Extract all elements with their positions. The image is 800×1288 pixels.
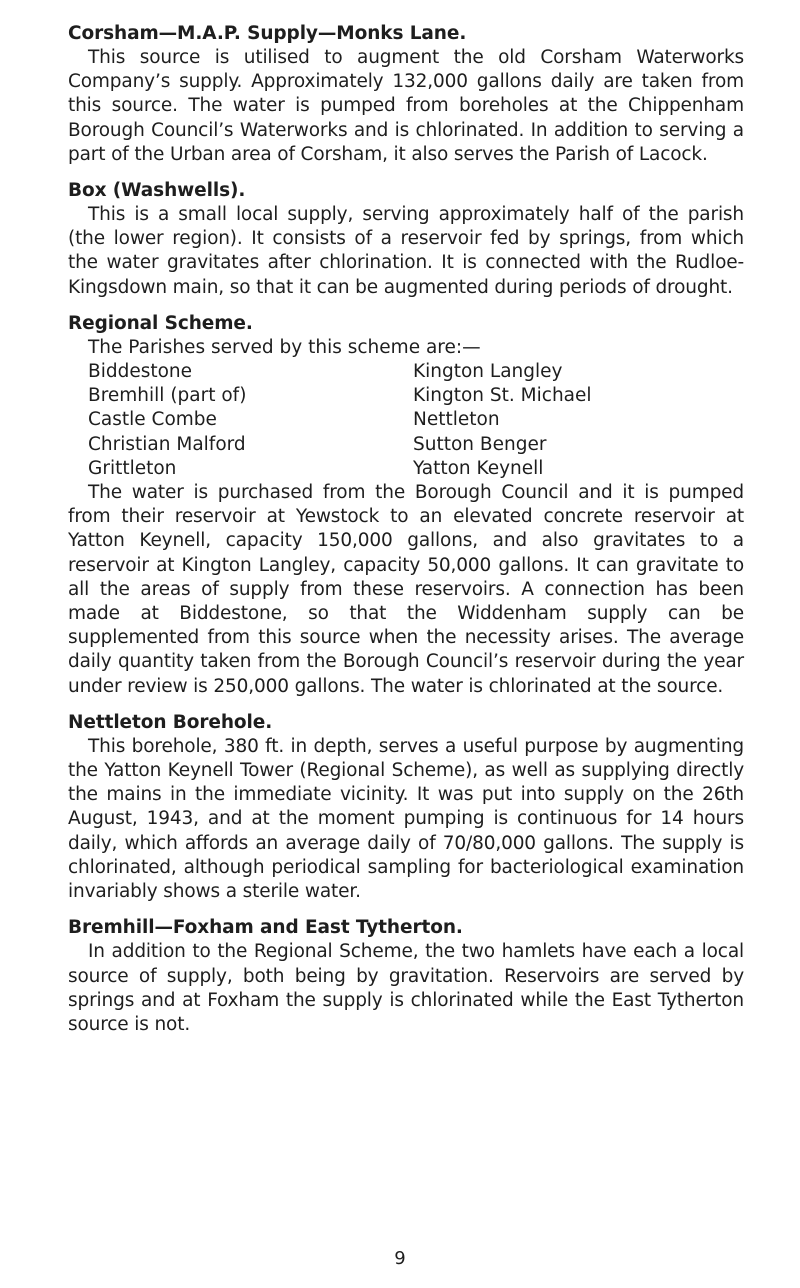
parish-item: Nettleton <box>413 409 500 431</box>
section-paragraph: The water is purchased from the Borough Council and it is pumped from their reservoir at Yewstock to an elevated concrete reservoir at Yatton Keynell, capacity 150,000 gallons, and also gravitates to a reservoir at Kington Langley, capacity 50,000 gallons. It can gravitate to all the areas of supply from these reservoirs. A connection has been made at Biddestone, so that the Widdenham supply can be supplemented from this source when the necessity arises. The average daily quantity taken from the Borough Council’s reservoir during the year under review is 250,000 gallons. The water is chlorinated at the source. <box>68 482 744 697</box>
section-heading: Bremhill—Foxham and East Tytherton. <box>68 917 463 939</box>
section-heading: Box (Washwells). <box>68 180 246 202</box>
section-bremhill <box>68 916 744 1037</box>
section-heading: Nettleton Borehole. <box>68 711 273 733</box>
page-number: 9 <box>394 1248 406 1269</box>
section-nettleton-borehole <box>68 711 744 904</box>
section-heading: Corsham—M.A.P. Supply—Monks Lane. <box>68 23 467 44</box>
parish-item: Yatton Keynell <box>413 457 544 479</box>
parish-list <box>88 360 744 481</box>
section-regional-scheme <box>68 312 744 699</box>
parish-item: Biddestone <box>88 361 193 383</box>
parish-item: Kington Langley <box>413 361 563 383</box>
section-paragraph: In addition to the Regional Scheme, the two hamlets have each a local source of supply, both being by gravitation. Reservoirs are served by springs and at Foxham the supply is chlorinated while the East Tytherton source is not. <box>68 941 744 1035</box>
parish-item: Bremhill (part of) <box>88 385 247 407</box>
section-heading: Regional Scheme. <box>68 312 253 334</box>
parish-item: Kington St. Michael <box>413 385 592 407</box>
section-paragraph: This is a small local supply, serving approximately half of the parish (the lower region). It consists of a reservoir fed by springs, from which the water gravitates after chlorination. It is connected with the Rudloe-Kingsdown main, so that it can be augmented during periods of drought. <box>68 204 744 298</box>
parish-item: Christian Malford <box>88 433 246 455</box>
parishes-intro: The Parishes served by this scheme are:— <box>88 336 481 358</box>
section-paragraph: This source is utilised to augment the old Corsham Waterworks Company’s supply. Approximately 132,000 gallons daily are taken from this source. The water is pumped from boreholes at the Chippenham Borough Council’s Waterworks and is chlorinated. In addition to serving a part of the Urban area of Corsham, it also serves the Parish of Lacock. <box>68 47 744 165</box>
section-corsham <box>68 22 744 167</box>
parish-item: Castle Combe <box>88 409 217 431</box>
parish-item: Grittleton <box>88 457 177 479</box>
document-page <box>68 22 744 1049</box>
section-box <box>68 179 744 300</box>
section-paragraph: This borehole, 380 ft. in depth, serves a useful purpose by augmenting the Yatton Keynell Tower (Regional Scheme), as well as supplying directly the mains in the immediate vicinity. It was put into supply on the 26th August, 1943, and at the moment pumping is continuous for 14 hours daily, which affords an average daily of 70/80,000 gallons. The supply is chlorinated, although periodical sampling for bacteriological examination invariably shows a sterile water. <box>68 735 744 903</box>
parish-item: Sutton Benger <box>413 433 547 455</box>
